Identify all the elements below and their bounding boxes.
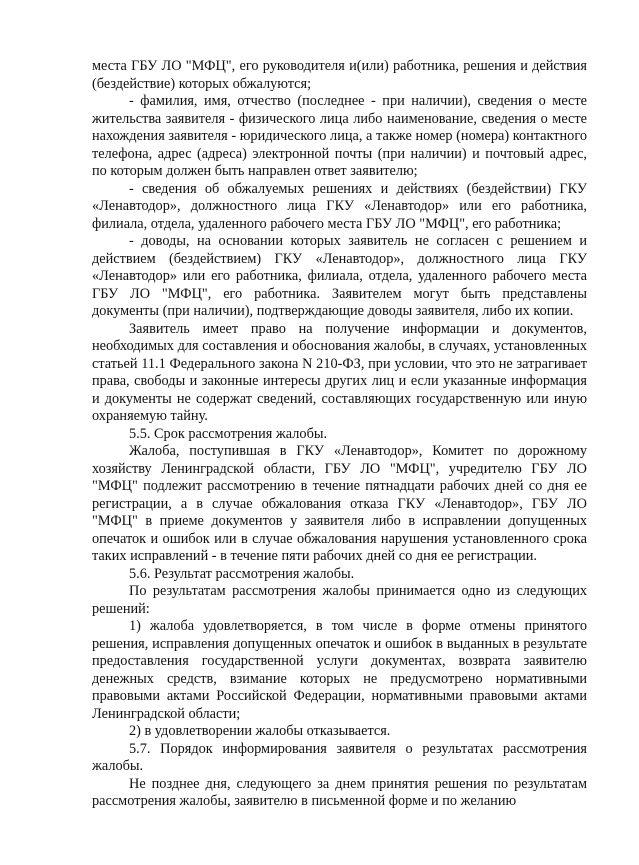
paragraph-continuation: места ГБУ ЛО "МФЦ", его руководителя и(или) работника, решения и действия (бездействие) которых обжалуются; <box>92 58 587 92</box>
paragraph-informing-applicant: Не позднее дня, следующего за днем принятия решения по результатам рассмотрения жалобы, заявителю в письменной форме и по желанию <box>92 775 587 809</box>
paragraph-right-to-information: Заявитель имеет право на получение информации и документов, необходимых для составления и обоснования жалобы, в случаях, установленных статьей 11.1 Федерального закона N 210-ФЗ, при условии, что это не затрагивает права, свободы и законные интересы других лиц и если указанные информация и документы не содержат сведений, составляющих государственную или иную охраняемую тайну. <box>92 320 587 424</box>
paragraph-applicant-details: - фамилия, имя, отчество (последнее - при наличии), сведения о месте жительства заявителя - физического лица либо наименование, сведения о месте нахождения заявителя - юридического лица, а также номер (номера) контактного телефона, адрес (адреса) электронной почты (при наличии) и почтовый адрес, по которым должен быть направлен ответ заявителю; <box>92 93 587 179</box>
list-item-complaint-rejected: 2) в удовлетворении жалобы отказывается. <box>129 723 391 739</box>
paragraph-review-period: Жалоба, поступившая в ГКУ «Ленавтодор», Комитет по дорожному хозяйству Ленинградской области, ГБУ ЛО "МФЦ", учредителю ГБУ ЛО "МФЦ" подлежит рассмотрению в течение пятнадцати рабочих дней со дня ее регистрации, а в случае обжалования отказа ГКУ «Ленавтодор», ГБУ ЛО "МФЦ" в приеме документов у заявителя либо в исправлении допущенных опечаток и ошибок или в случае обжалования нарушения установленного срока таких исправлений - в течение пяти рабочих дней со дня ее регистрации. <box>92 443 587 564</box>
section-heading-5-5: 5.5. Срок рассмотрения жалобы. <box>129 425 328 442</box>
paragraph-appealed-decisions: - сведения об обжалуемых решениях и действиях (бездействии) ГКУ «Ленавтодор», должностного лица ГКУ «Ленавтодор» или его работника, филиала, отдела, удаленного рабочего места ГБУ ЛО "МФЦ", его работника; <box>92 180 587 232</box>
section-heading-5-6: 5.6. Результат рассмотрения жалобы. <box>129 565 355 582</box>
paragraph-arguments: - доводы, на основании которых заявитель не согласен с решением и действием (бездействием) ГКУ «Ленавтодор», должностного лица ГКУ «Ленавтодор» или его работника, филиала, отдела, удаленного рабочего места ГБУ ЛО "МФЦ", его работника. Заявителем могут быть представлены документы (при наличии), подтверждающие доводы заявителя, либо их копии. <box>92 233 587 319</box>
document-body <box>92 58 587 811</box>
list-item-complaint-satisfied: 1) жалоба удовлетворяется, в том числе в форме отмены принятого решения, исправления допущенных опечаток и ошибок в выданных в результате предоставления государственной услуги документах, возврата заявителю денежных средств, взимание которых не предусмотрено нормативными правовыми актами Российской Федерации, нормативными правовыми актами Ленинградской области; <box>92 618 587 722</box>
section-heading-5-7: 5.7. Порядок информирования заявителя о результатах рассмотрения жалобы. <box>92 740 587 774</box>
paragraph-review-outcomes-intro: По результатам рассмотрения жалобы принимается одно из следующих решений: <box>92 583 587 617</box>
